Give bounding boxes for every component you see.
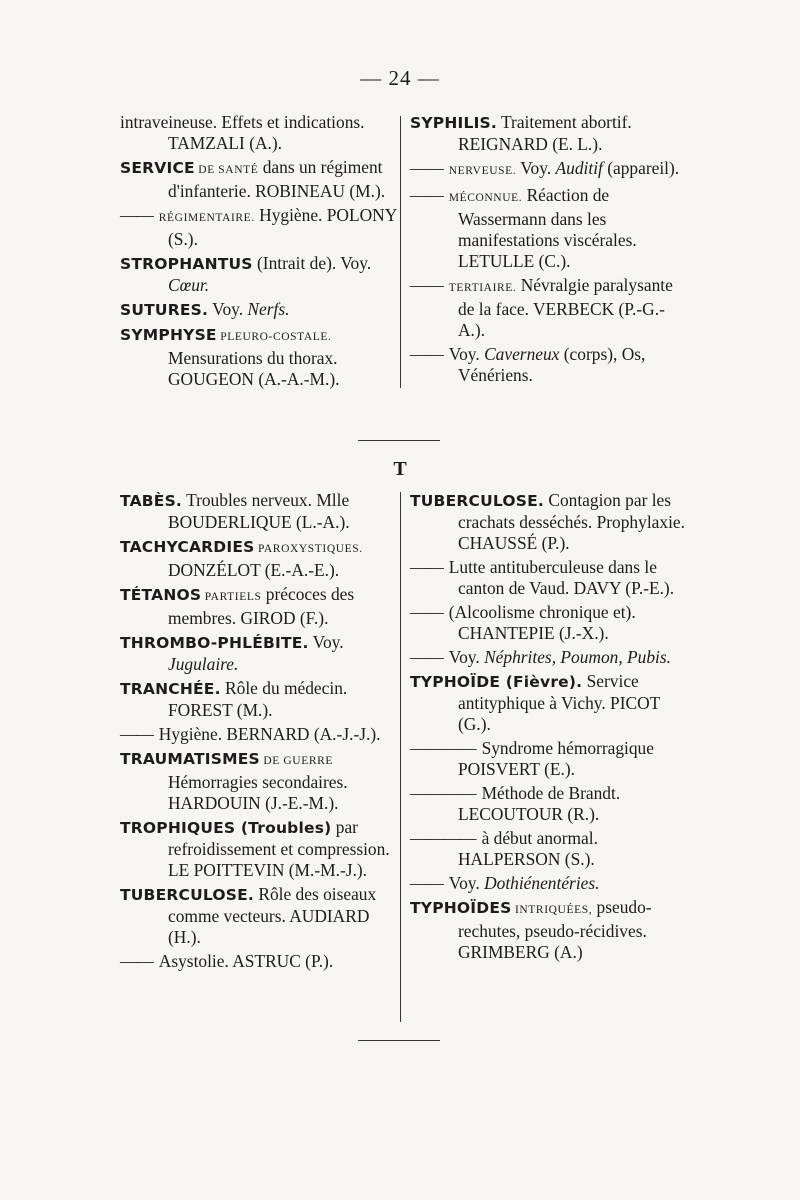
- index-entry: [120, 490, 400, 533]
- index-entry: [120, 324, 400, 390]
- index-entry: [410, 490, 685, 554]
- entry-dash: ——: [120, 724, 153, 744]
- entry-text: Voy.: [308, 632, 344, 652]
- entry-dash: ——: [410, 602, 443, 622]
- entry-text: Voy.: [448, 344, 485, 364]
- index-entry: [410, 185, 685, 272]
- entry-text: DONZÉLOT (E.-A.-E.).: [168, 560, 340, 580]
- entry-text: (Intrait de). Voy.: [252, 253, 372, 273]
- entry-cross-reference: Jugulaire.: [168, 654, 239, 674]
- entry-keyword: SERVICE: [120, 159, 195, 177]
- entry-text: Voy.: [208, 299, 248, 319]
- index-entry: [410, 112, 685, 155]
- index-entry: [120, 632, 400, 675]
- entry-dash: ——: [410, 873, 443, 893]
- entry-keyword: TACHYCARDIES: [120, 538, 255, 556]
- entry-text: intraveineuse. Effets et indications. TAMZALI (A.).: [120, 112, 365, 153]
- index-entry: [120, 112, 400, 154]
- section-rule-top: [358, 440, 440, 441]
- entry-text: Voy.: [516, 158, 556, 178]
- entry-keyword: TABÈS.: [120, 492, 183, 510]
- index-entry: [410, 158, 685, 182]
- index-column-top-left: [120, 112, 400, 390]
- entry-keyword: TRAUMATISMES: [120, 750, 260, 768]
- entry-subheading: PAROXYSTIQUES.: [254, 543, 363, 555]
- entry-text: Service antityphique à Vichy. PICOT (G.).: [458, 671, 660, 734]
- entry-dash: ————: [410, 738, 476, 758]
- entry-text: pseudo-rechutes, pseudo-récidives. GRIMBERG (A.): [458, 897, 652, 962]
- entry-dash: ——: [410, 185, 443, 205]
- entry-dash: ————: [410, 828, 476, 848]
- entry-text: Névralgie paralysante de la face. VERBECK (P.-G.-A.).: [458, 275, 673, 340]
- index-entry: [410, 602, 685, 644]
- entry-keyword: TRANCHÉE.: [120, 680, 221, 698]
- entry-text: (Alcoolisme chronique et). CHANTEPIE (J.-X.).: [448, 602, 636, 643]
- entry-dash: ——: [120, 951, 153, 971]
- index-entry: [120, 748, 400, 814]
- index-entry: [410, 873, 685, 894]
- entry-dash: ————: [410, 783, 476, 803]
- entry-text: Voy.: [448, 873, 485, 893]
- index-entry: [120, 253, 400, 296]
- index-entry: [410, 897, 685, 963]
- index-entry: [120, 951, 400, 972]
- entry-subheading: TERTIAIRE.: [448, 282, 517, 294]
- entry-text: Hygiène. BERNARD (A.-J.-J.).: [158, 724, 381, 744]
- entry-keyword: SYMPHYSE: [120, 326, 217, 344]
- entry-cross-reference: Nerfs.: [247, 299, 290, 319]
- index-entry: [120, 724, 400, 745]
- entry-cross-reference: Néphrites, Poumon, Pubis.: [484, 647, 672, 667]
- section-letter: T: [393, 458, 407, 480]
- entry-text: Rôle des oiseaux comme vecteurs. AUDIARD (H.).: [168, 884, 377, 947]
- index-entry: [410, 671, 685, 735]
- entry-subheading: PARTIELS: [201, 591, 262, 603]
- entry-text: Hygiène. POLONY (S.).: [168, 205, 397, 249]
- index-entry: [120, 157, 400, 202]
- entry-keyword: TUBERCULOSE.: [410, 492, 544, 510]
- entry-subheading: MÉCONNUE.: [448, 192, 523, 204]
- entry-text-end: (appareil).: [602, 158, 680, 178]
- entry-keyword: SUTURES.: [120, 301, 209, 319]
- entry-keyword: THROMBO-PHLÉBITE.: [120, 634, 309, 652]
- index-entry: [120, 817, 400, 881]
- entry-text-end: (corps), Os, Vénériens.: [458, 344, 646, 385]
- column-divider-bottom: [400, 492, 401, 1022]
- entry-dash: ——: [410, 158, 443, 178]
- page-number: — 24 —: [360, 66, 440, 90]
- entry-keyword: TROPHIQUES (Troubles): [120, 819, 332, 837]
- entry-dash: ——: [410, 647, 443, 667]
- entry-text: Traitement abortif. REIGNARD (E. L.).: [458, 112, 632, 154]
- index-entry: [120, 584, 400, 629]
- index-entry: [120, 205, 400, 250]
- entry-text: Réaction de Wassermann dans les manifestations viscérales. LETULLE (C.).: [458, 185, 637, 271]
- entry-text: Syndrome hémorragique POISVERT (E.).: [458, 738, 654, 779]
- entry-text: Méthode de Brandt. LECOUTOUR (R.).: [458, 783, 621, 824]
- index-entry: [410, 828, 685, 870]
- index-entry: [120, 678, 400, 721]
- entry-text: dans un régiment d'infanterie. ROBINEAU (M.).: [168, 157, 386, 201]
- entry-text: Contagion par les crachats desséchés. Prophylaxie. CHAUSSÉ (P.).: [458, 490, 685, 553]
- index-entry: [410, 275, 685, 341]
- section-rule-bottom: [358, 1040, 440, 1041]
- entry-text: à début anormal. HALPERSON (S.).: [458, 828, 598, 869]
- entry-text: Rôle du médecin. FOREST (M.).: [168, 678, 348, 720]
- entry-cross-reference: Caverneux: [484, 344, 560, 364]
- entry-keyword: TYPHOÏDE (Fièvre).: [410, 673, 583, 691]
- entry-keyword: TYPHOÏDES: [410, 899, 512, 917]
- index-column-top-right: [410, 112, 685, 386]
- index-entry: [120, 884, 400, 948]
- index-entry: [410, 344, 685, 386]
- index-column-bottom-left: [120, 490, 400, 972]
- index-entry: [120, 536, 400, 581]
- entry-text: Mensurations du thorax. GOUGEON (A.-A.-M.).: [168, 348, 340, 389]
- entry-keyword: SYPHILIS.: [410, 114, 497, 132]
- index-entry: [410, 557, 685, 599]
- column-divider-top: [400, 116, 401, 388]
- entry-text: Lutte antituberculeuse dans le canton de Vaud. DAVY (P.-E.).: [448, 557, 675, 598]
- entry-subheading: PLEURO-COSTALE.: [216, 331, 332, 343]
- entry-keyword: TÉTANOS: [120, 586, 202, 604]
- entry-dash: ——: [410, 344, 443, 364]
- index-entry: [410, 783, 685, 825]
- entry-subheading: NERVEUSE.: [448, 165, 517, 177]
- entry-dash: ——: [410, 557, 443, 577]
- index-entry: [410, 738, 685, 780]
- entry-text: Hémorragies secondaires. HARDOUIN (J.-E.-M.).: [168, 772, 348, 813]
- entry-text: par refroidissement et compression. LE POITTEVIN (M.-M.-J.).: [168, 817, 390, 880]
- index-entry: [410, 647, 685, 668]
- entry-keyword: STROPHANTUS: [120, 255, 253, 273]
- entry-subheading: DE GUERRE: [259, 755, 334, 767]
- entry-subheading: DE SANTÉ: [194, 164, 259, 176]
- entry-subheading: RÉGIMENTAIRE.: [158, 212, 255, 224]
- entry-text: Troubles nerveux. Mlle BOUDERLIQUE (L.-A.).: [168, 490, 350, 532]
- entry-text: précoces des membres. GIROD (F.).: [168, 584, 355, 628]
- entry-cross-reference: Auditif: [555, 158, 603, 178]
- index-entry: [120, 299, 400, 321]
- entry-dash: ——: [410, 275, 443, 295]
- entry-text: Voy.: [448, 647, 485, 667]
- entry-subheading: INTRIQUÉES,: [511, 904, 593, 916]
- entry-keyword: TUBERCULOSE.: [120, 886, 254, 904]
- entry-text: Asystolie. ASTRUC (P.).: [158, 951, 334, 971]
- index-column-bottom-right: [410, 490, 685, 963]
- entry-dash: ——: [120, 205, 153, 225]
- entry-cross-reference: Cœur.: [168, 275, 210, 295]
- entry-cross-reference: Dothiénentéries.: [484, 873, 600, 893]
